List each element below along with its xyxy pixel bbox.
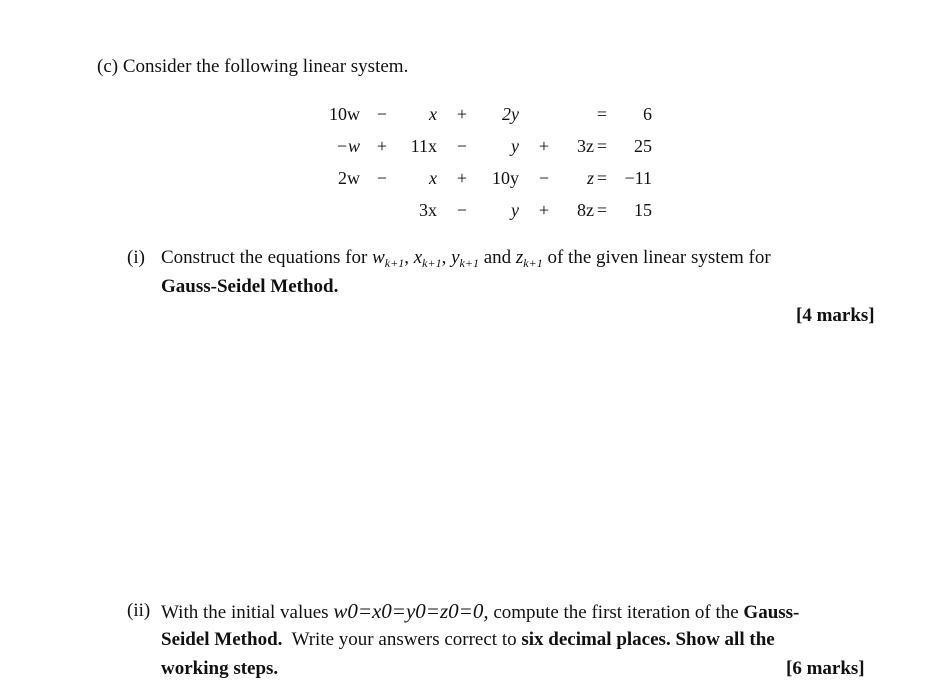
- part-ii-bold-text: Seidel Method.: [161, 629, 283, 650]
- operator: −: [376, 104, 388, 124]
- equals-sign: =: [596, 200, 608, 220]
- term-w: 2w: [338, 168, 360, 188]
- part-i-line-1: [161, 247, 771, 269]
- term-y: 2y: [502, 104, 519, 124]
- rhs-value: 25: [634, 136, 652, 156]
- term-x: 11x: [410, 136, 437, 156]
- part-ii-line-2: [161, 629, 775, 651]
- operator: +: [456, 104, 468, 124]
- part-ii-text: Write your answers correct to: [291, 629, 517, 650]
- operator: −: [456, 136, 468, 156]
- term-y: y: [511, 200, 519, 220]
- initial-values: w0=x0=y0=z0=0,: [333, 599, 489, 623]
- term-y: 10y: [492, 168, 519, 188]
- marks-label: [4 marks]: [796, 305, 875, 326]
- part-ii-label: (ii): [127, 600, 151, 621]
- subscript: k+1: [422, 256, 442, 270]
- variable-y: y: [451, 247, 460, 268]
- part-ii-text: compute the first iteration of the: [493, 602, 739, 623]
- equals-sign: =: [596, 136, 608, 156]
- term-w: −w: [335, 136, 360, 156]
- rhs-value: 15: [634, 200, 652, 220]
- rhs-value: −11: [624, 168, 652, 188]
- operator: −: [456, 200, 468, 220]
- term-x: x: [429, 104, 437, 124]
- term-z: 3z: [577, 136, 594, 156]
- subscript: k+1: [459, 256, 479, 270]
- comma: ,: [404, 247, 409, 268]
- variable-x: x: [413, 247, 423, 268]
- operator: +: [538, 200, 550, 220]
- term-x: 3x: [419, 200, 437, 220]
- part-i-label: (i): [127, 247, 145, 268]
- operator: −: [376, 168, 388, 188]
- subscript: k+1: [523, 256, 543, 270]
- part-ii-bold-text: Gauss-: [743, 602, 800, 623]
- operator: +: [538, 136, 550, 156]
- part-i-text: of the given linear system for: [547, 247, 771, 268]
- equals-sign: =: [596, 104, 608, 124]
- question-heading: (c) Consider the following linear system.: [97, 56, 409, 77]
- variable-w: w: [372, 247, 385, 268]
- rhs-value: 6: [643, 104, 652, 124]
- term-y: y: [511, 136, 519, 156]
- subscript: k+1: [384, 256, 405, 270]
- and-word: and: [483, 247, 512, 268]
- part-ii-text: With the initial values: [161, 602, 329, 623]
- operator: +: [376, 136, 388, 156]
- part-ii-line-3: working steps.: [161, 658, 279, 679]
- operator: +: [456, 168, 468, 188]
- part-ii-bold-text: six decimal places.: [521, 629, 671, 650]
- part-ii-line-1: [161, 600, 799, 624]
- term-x: x: [429, 168, 437, 188]
- term-w: 10w: [329, 104, 360, 124]
- term-z: z: [586, 168, 594, 188]
- part-ii-bold-text: Show all the: [675, 629, 775, 650]
- part-i-text: Construct the equations for: [161, 247, 368, 268]
- equals-sign: =: [596, 168, 608, 188]
- operator: −: [538, 168, 550, 188]
- variable-z: z: [515, 247, 524, 268]
- term-z: 8z: [577, 200, 594, 220]
- comma: ,: [441, 247, 447, 268]
- method-name: Gauss-Seidel Method.: [161, 276, 339, 297]
- marks-label: [6 marks]: [786, 658, 865, 679]
